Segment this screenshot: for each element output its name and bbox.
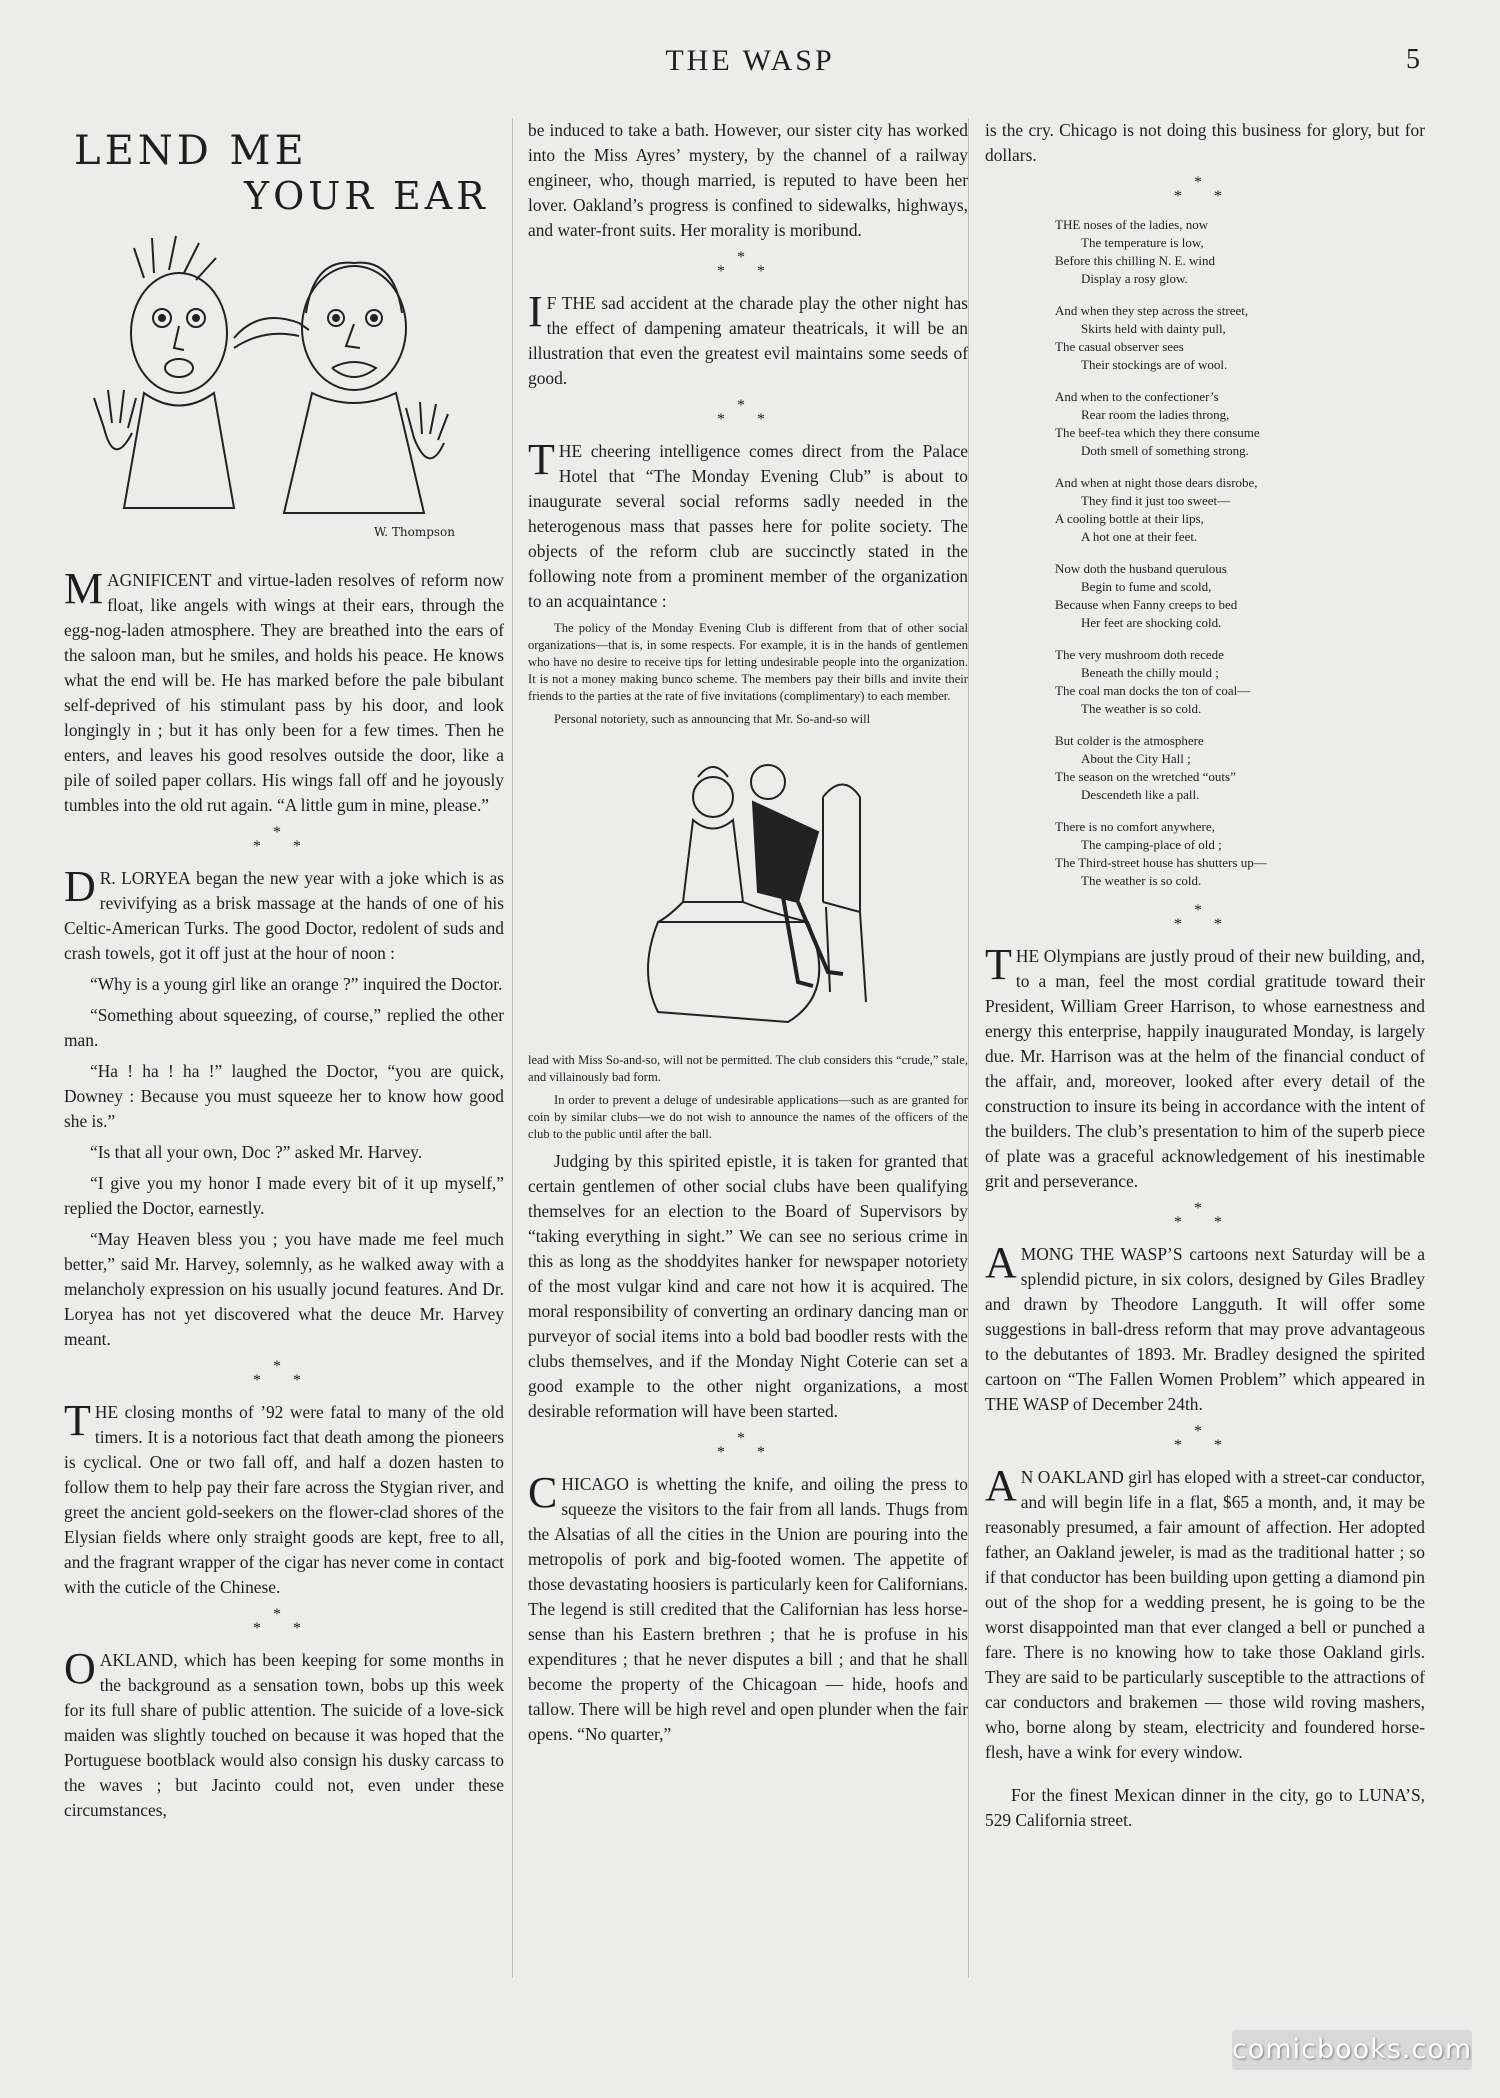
comicbooks-watermark: comicbooks.com bbox=[1232, 2030, 1472, 2070]
poem-line: Because when Fanny creeps to bed bbox=[1055, 597, 1238, 612]
column-3 bbox=[985, 118, 1425, 1839]
drop-cap: T bbox=[64, 1396, 91, 1445]
poem-line: THE noses of the ladies, now bbox=[1055, 217, 1209, 232]
paragraph: “Why is a young girl like an orange ?” inquired the Doctor. bbox=[90, 974, 503, 994]
poem-line: Before this chilling N. E. wind bbox=[1055, 253, 1215, 268]
club-letter bbox=[528, 620, 968, 728]
poem-line: Their stockings are of wool. bbox=[1081, 357, 1228, 372]
poem-line: Her feet are shocking cold. bbox=[1081, 615, 1222, 630]
article-magnificent: MAGNIFICENT and virtue-laden resolves of reform now float, like angels with wings at their ears, through the egg-nog-laden atmosphere. They are breathed into the ears of the saloon man, but he smiles, and holds his peace. He knows what the end will be. He has marked before the pale bibulant self-deprived of his stimulant pass by his door, and look longingly in ; but it has only been for a few times. Then he enters, and leaves his good resolves outside the door, like a pile of soiled paper collars. His wings fall off and he joyously tumbles into the old rut again. “A little gum in mine, please.” bbox=[64, 564, 504, 815]
drop-cap: A bbox=[985, 1238, 1017, 1287]
article-oakland-elopement: A N OAKLAND girl has eloped with a street-car conductor, and will begin life in a flat, $65 a month, and, it may be reasonably presumed, a fair amount of affection. Her adopted father, an Oakland jeweler, is mad as the traditional hatter ; so if that conductor has been building upon getting a diamond pin out of the shop for a wedding present, he is going to be the worst disappointed man that ever clanged a bell or punched a fare. There is no knowing how to take those Oakland girls. They are said to be particularly susceptible to the attractions of car conductors and brakemen — those wild roving mashers, who, borne along by steam, electricity and foundered horse-flesh, have a wink for every window. bbox=[985, 1461, 1426, 1762]
drop-cap: M bbox=[64, 564, 104, 613]
poem-line: The camping-place of old ; bbox=[1081, 837, 1222, 852]
section-separator: * * * bbox=[1174, 1200, 1236, 1231]
section-separator: * * * bbox=[717, 397, 779, 428]
poem-line: The weather is so cold. bbox=[1081, 701, 1202, 716]
poem-line: The casual observer sees bbox=[1055, 339, 1184, 354]
article-wasp-cartoons: AMONG THE WASP’S cartoons next Saturday will be a splendid picture, in six colors, designed by Giles Bradley and drawn by Theodore Langguth. It will offer some suggestions in ball-dress reform that may prove advantageous to the debutantes of 1893. Mr. Bradley designed the spirited cartoon on “The Fallen Women Problem” which appeared in THE WASP of December 24th. bbox=[985, 1238, 1425, 1414]
letter-paragraph: The policy of the Monday Evening Club is different from that of other social organizations—that is, in some respects. For example, it is in the hands of gentlemen who have no desire to receive tips for letting undesirable people into the organization. It is not a money making bunco scheme. The members pay their bills and invite their friends to the parties at the rate of five invitations (complimentary) to each member. bbox=[528, 621, 968, 703]
poem-line: And when to the confectioner’s bbox=[1055, 389, 1219, 404]
column-rule bbox=[968, 118, 969, 1978]
article-monday-club: THE cheering intelligence comes direct from the Palace Hotel that “The Monday Evening Club” is about to inaugurate several social reforms sadly needed in the heterogenous mass that passes here for polite society. The objects of the reform club are succinctly stated in the following note from a prominent member of the organization to an acquaintance : bbox=[528, 435, 968, 611]
banner-title-line1: LEND ME bbox=[74, 128, 308, 174]
letter-paragraph: Personal notoriety, such as announcing that Mr. So-and-so will bbox=[554, 712, 871, 726]
poem-stanza bbox=[1055, 560, 1425, 632]
drop-cap: I bbox=[528, 287, 543, 336]
poem-line: Descendeth like a pall. bbox=[1081, 787, 1200, 802]
poem-stanza bbox=[1055, 646, 1425, 718]
poem-line: But colder is the atmosphere bbox=[1055, 733, 1204, 748]
letter-paragraph: lead with Miss So-and-so, will not be permitted. The club considers this “crude,” stale, and villainously bad form. bbox=[528, 1053, 968, 1084]
poem-line: Now doth the husband querulous bbox=[1055, 561, 1227, 576]
column-1 bbox=[64, 118, 504, 1829]
article-continuation: is the cry. Chicago is not doing this business for glory, but for dollars. bbox=[985, 120, 1425, 165]
poem-line: Rear room the ladies throng, bbox=[1081, 407, 1230, 422]
couple-illustration bbox=[598, 742, 898, 1042]
drop-cap: D bbox=[64, 862, 96, 911]
column-2 bbox=[528, 118, 968, 1753]
poem-line: The temperature is low, bbox=[1081, 235, 1204, 250]
advertisement-text: For the finest Mexican dinner in the city, go to LUNA’S, 529 California street. bbox=[985, 1785, 1425, 1830]
poem-line: And when they step across the street, bbox=[1055, 303, 1249, 318]
article-charade: I F THE sad accident at the charade play the other night has the effect of dampening amateur theatricals, it will be an illustration that even the greatest evil maintains some seeds of good. bbox=[528, 287, 968, 388]
article-closing-months: THE closing months of ’92 were fatal to many of the old timers. It is a notorious fact that death among the pioneers is cyclical. One or two fall off, and half a dozen hasten to follow them to help pay their fare across the Stygian river, and greet the ancient gold-seekers on the flower-clad shores of the Elysian fields where only straight goods are kept, free to all, and the fragrant wrapper of the cigar has never come in contact with the cuticle of the Chinese. bbox=[64, 1396, 504, 1597]
poem-line: A hot one at their feet. bbox=[1081, 529, 1198, 544]
section-separator: * * * bbox=[253, 1358, 315, 1389]
illustration-signature: W. Thompson bbox=[374, 525, 455, 539]
article-continuation: be induced to take a bath. However, our sister city has worked into the Miss Ayres’ mystery, by the channel of a railway engineer, who, though married, is reputed to have been her lover. Oakland’s progress is confined to sidewalks, highways, and water-front suits. Her morality is moribund. bbox=[528, 120, 968, 240]
paragraph: “I give you my honor I made every bit of it up myself,” replied the Doctor, earnestly. bbox=[64, 1173, 504, 1218]
paragraph: “May Heaven bless you ; you have made me feel much better,” said Mr. Harvey, solemnly, as he walked away with a melancholy expression on his usually jocund features. And Dr. Loryea has not yet discovered what the deuce Mr. Harvey meant. bbox=[64, 1229, 504, 1349]
drop-cap: T bbox=[985, 940, 1012, 989]
poem-line: And when at night those dears disrobe, bbox=[1055, 475, 1258, 490]
page-number: 5 bbox=[1406, 44, 1420, 75]
article-loryea: D R. LORYEA began the new year with a joke which is as revivifying as a brisk massage at the hands of one of his Celtic-American Turks. The good Doctor, redolent of suds and crash towels, got it off just at the hour of noon : bbox=[64, 862, 504, 963]
column-rule bbox=[512, 118, 513, 1978]
poem-line: There is no comfort anywhere, bbox=[1055, 819, 1215, 834]
poem-line: About the City Hall ; bbox=[1081, 751, 1191, 766]
article-judging: Judging by this spirited epistle, it is taken for granted that certain gentlemen of other social clubs have been qualifying themselves for an election to the Board of Supervisors by “taking everything in sight.” We can see no serious crime in this as long as the shoddyites hanker for newspaper notoriety of the most vulgar kind and care not how it is acquired. The moral responsibility of converting an ordinary dancing man or purveyor of social items into a bold bad boodler rests with the clubs themselves, and if the Monday Night Coterie can set a good example to the other night organizations, a most desirable reformation will have been started. bbox=[528, 1151, 968, 1421]
section-separator: * * * bbox=[717, 1430, 779, 1461]
section-separator: * * * bbox=[253, 1606, 315, 1637]
article-olympians: THE Olympians are justly proud of their new building, and, to a man, feel the most cordial gratitude toward their President, William Greer Harrison, to whose earnestness and energy this enterprise, happily inaugurated Monday, is largely due. Mr. Harrison was at the helm of the financial conduct of the affair, and, moreover, looked after every detail of the construction to insure its being in accordance with the intent of the builders. The club’s presentation to him of the superb piece of plate was a graceful acknowledgement of his inestimable grit and perseverance. bbox=[985, 940, 1425, 1191]
club-letter-continued bbox=[528, 1052, 968, 1143]
running-head: THE WASP bbox=[665, 44, 835, 77]
poem-line: They find it just too sweet— bbox=[1081, 493, 1231, 508]
drop-cap: T bbox=[528, 435, 555, 484]
poem-line: Doth smell of something strong. bbox=[1081, 443, 1249, 458]
poem-line: Skirts held with dainty pull, bbox=[1081, 321, 1226, 336]
paragraph: “Ha ! ha ! ha !” laughed the Doctor, “you are quick, Downey : Because you must squeeze her to know how good she is.” bbox=[64, 1061, 504, 1131]
drop-cap: O bbox=[64, 1644, 96, 1693]
poem-stanza bbox=[1055, 302, 1425, 374]
poem-line: Begin to fume and scold, bbox=[1081, 579, 1212, 594]
poem-the-weather-is-so-cold bbox=[1055, 216, 1425, 890]
poem-line: Beneath the chilly mould ; bbox=[1081, 665, 1219, 680]
poem-stanza bbox=[1055, 732, 1425, 804]
section-separator: * * * bbox=[253, 824, 315, 855]
lend-me-your-ear-banner bbox=[64, 118, 504, 558]
poem-line: A cooling bottle at their lips, bbox=[1055, 511, 1204, 526]
poem-stanza bbox=[1055, 818, 1425, 890]
letter-paragraph: In order to prevent a deluge of undesirable applications—such as are granted for coin by similar clubs—we do not wish to announce the names of the officers of the club to the public until after the ball. bbox=[528, 1093, 968, 1141]
banner-title-line2: YOUR EAR bbox=[244, 174, 489, 218]
poem-line: The coal man docks the ton of coal— bbox=[1055, 683, 1251, 698]
section-separator: * * * bbox=[1174, 174, 1236, 205]
paragraph: “Something about squeezing, of course,” replied the other man. bbox=[64, 1005, 504, 1050]
poem-line: The Third-street house has shutters up— bbox=[1055, 855, 1267, 870]
poem-line: Display a rosy glow. bbox=[1081, 271, 1188, 286]
poem-line: The season on the wretched “outs” bbox=[1055, 769, 1236, 784]
section-separator: * * * bbox=[717, 249, 779, 280]
poem-line: The beef-tea which they there consume bbox=[1055, 425, 1260, 440]
drop-cap: C bbox=[528, 1468, 558, 1517]
poem-stanza bbox=[1055, 216, 1425, 288]
poem-line: The very mushroom doth recede bbox=[1055, 647, 1224, 662]
poem-stanza bbox=[1055, 474, 1425, 546]
poem-line: The weather is so cold. bbox=[1081, 873, 1202, 888]
article-oakland-sensation: OAKLAND, which has been keeping for some months in the background as a sensation town, bobs up this week for its full share of public attention. The suicide of a love-sick maiden was slightly touched on because it was hoped that the Portuguese bootblack would also consign his dusky carcass to the waves ; but Jacinto could not, even under these circumstances, bbox=[64, 1644, 504, 1820]
section-separator: * * * bbox=[1174, 1423, 1236, 1454]
two-men-illustration bbox=[84, 218, 484, 548]
paragraph: “Is that all your own, Doc ?” asked Mr. Harvey. bbox=[90, 1142, 423, 1162]
article-chicago: CHICAGO is whetting the knife, and oiling the press to squeeze the visitors to the fair from all lands. Thugs from the Alsatias of all the cities in the Union are pouring into the metropolis of pork and big-footed women. The appetite of those devastating hoosiers is particularly keen for Californians. The legend is still credited that the Californian has less horse-sense than his Eastern brethren ; that he is profuse in his expenditures ; that he never disputes a bill ; and that he shall become the property of the Chicagoan — hide, hoofs and tallow. There will be high revel and open plunder when the fair opens. “No quarter,” bbox=[528, 1468, 968, 1744]
luna-advertisement bbox=[985, 1783, 1425, 1833]
poem-stanza bbox=[1055, 388, 1425, 460]
section-separator: * * * bbox=[1174, 902, 1236, 933]
drop-cap: A bbox=[985, 1461, 1017, 1510]
